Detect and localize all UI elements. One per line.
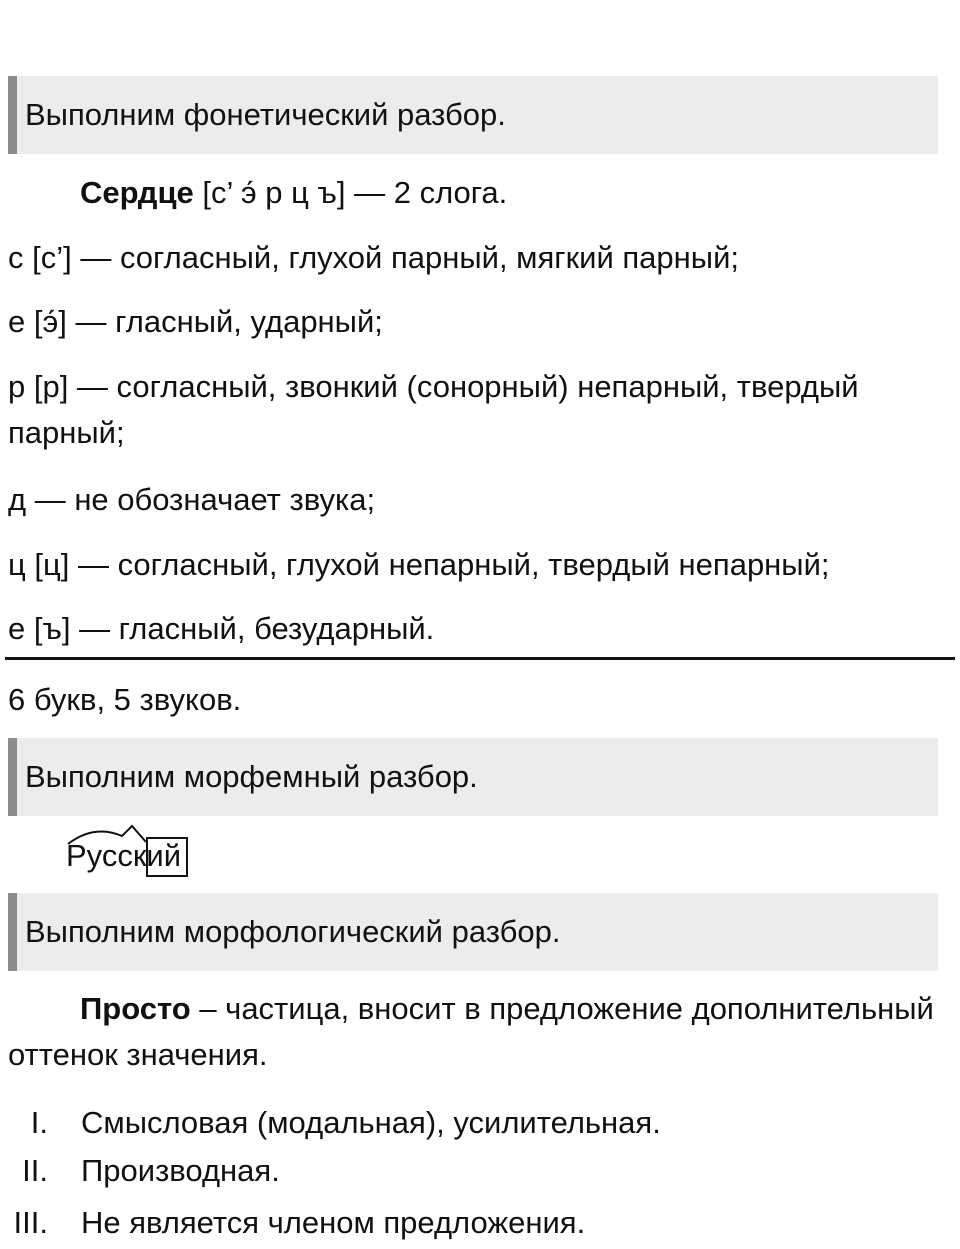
morphemic-section-header (8, 738, 938, 816)
divider-rule (5, 657, 955, 660)
morpheme-root: Русск (66, 838, 147, 873)
phonetic-word-line (80, 171, 507, 215)
morphemic-header-text: Выполним морфемный разбор. (25, 759, 478, 794)
list-number: II. (22, 1153, 48, 1188)
morphological-description (8, 986, 943, 1078)
list-text: Смысловая (модальная), усилительная. (81, 1105, 661, 1140)
phonetic-line-3: р [р] — согласный, звонкий (сонорный) непарный, твердый парный; (8, 369, 859, 450)
phonetic-word: Сердце (80, 175, 194, 210)
list-number: III. (13, 1205, 48, 1240)
morphological-word: Просто (80, 991, 191, 1026)
morphological-header-text: Выполним морфологический разбор. (25, 914, 561, 949)
list-number: I. (30, 1105, 48, 1140)
phonetic-summary: 6 букв, 5 звуков. (8, 682, 242, 717)
morphological-text: – частица, вносит в предложение дополнительный оттенок значения. (8, 991, 934, 1072)
phonetic-line-6: е [ъ] — гласный, безударный. (8, 611, 435, 646)
list-text: Производная. (81, 1153, 280, 1188)
morphological-section-header (8, 893, 938, 971)
phonetic-line-1: с [с’] — согласный, глухой парный, мягкий парный; (8, 240, 739, 275)
morpheme-ending: ий (146, 838, 182, 873)
phonetic-line-5: ц [ц] — согласный, глухой непарный, твердый непарный; (8, 547, 830, 582)
list-text: Не является членом предложения. (81, 1205, 586, 1240)
phonetic-line-2: е [э́] — гласный, ударный; (8, 304, 383, 339)
phonetic-line-4: д — не обозначает звука; (8, 482, 376, 517)
phonetic-header-text: Выполним фонетический разбор. (25, 97, 506, 132)
morpheme-word (66, 838, 181, 874)
morpheme-diagram (66, 822, 196, 882)
phonetic-transcription: [с’ э́ р ц ъ] — 2 слога. (193, 175, 508, 210)
phonetic-section-header (8, 76, 938, 154)
